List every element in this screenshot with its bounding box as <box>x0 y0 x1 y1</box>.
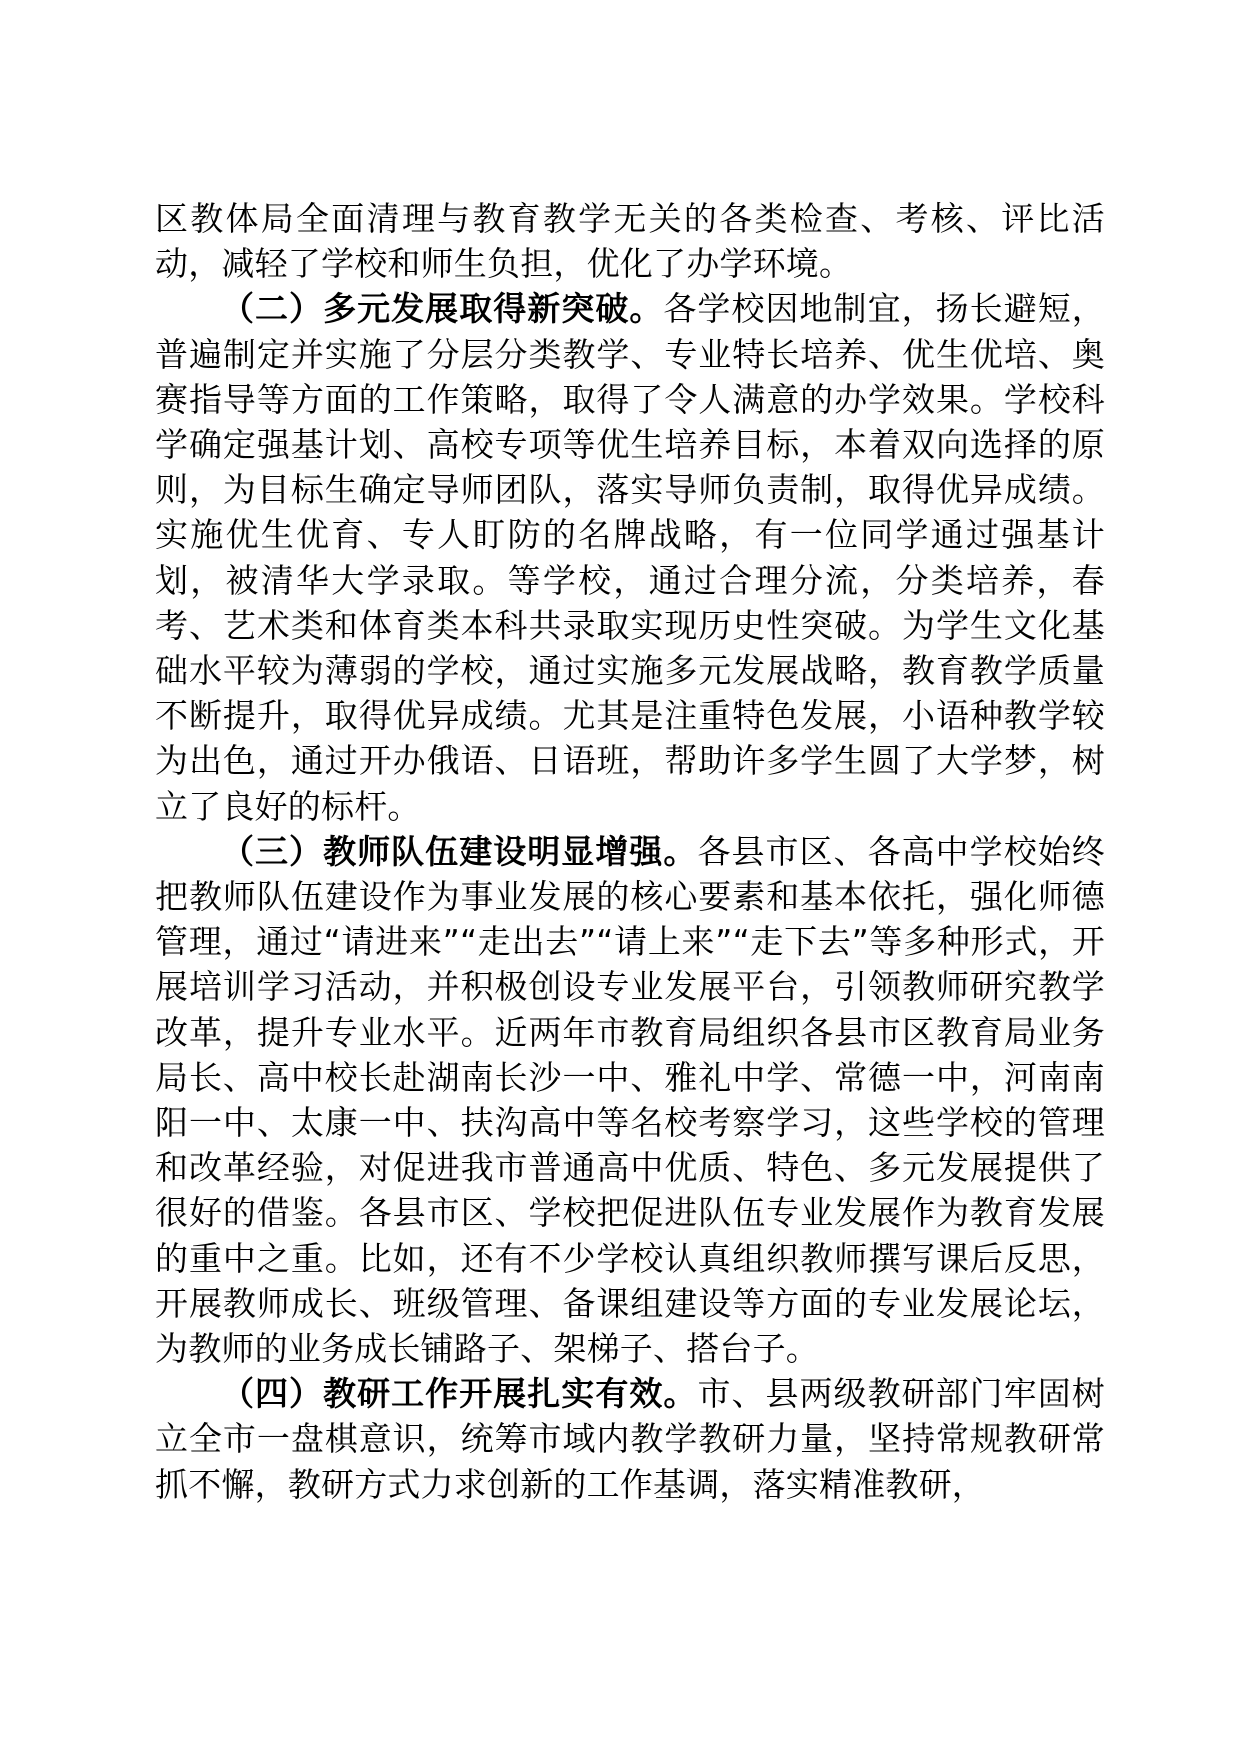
paragraph-body: 市、县两级教研部门牢固树立全市一盘棋意识，统筹市域内教学教研力量，坚持常规教研常抓不懈，教研方式力求创新的工作基调，落实精准教研， <box>155 1374 1105 1504</box>
paragraph-section-4 <box>155 1371 1105 1507</box>
paragraph-body: 各学校因地制宜，扬长避短，普遍制定并实施了分层分类教学、专业特长培养、优生优培、奥赛指导等方面的工作策略，取得了令人满意的办学效果。学校科学确定强基计划、高校专项等优生培养目标，本着双向选择的原则，为目标生确定导师团队，落实导师负责制，取得优异成绩。实施优生优育、专人盯防的名牌战略，有一位同学通过强基计划，被清华大学录取。等学校，通过合理分流，分类培养，春考、艺术类和体育类本科共录取实现历史性突破。为学生文化基础水平较为薄弱的学校，通过实施多元发展战略，教育教学质量不断提升，取得优异成绩。尤其是注重特色发展，小语种教学较为出色，通过开办俄语、日语班，帮助许多学生圆了大学梦，树立了良好的标杆。 <box>155 289 1105 826</box>
section-heading: （二）多元发展取得新突破。 <box>221 289 664 329</box>
section-heading: （四）教研工作开展扎实有效。 <box>221 1374 698 1414</box>
paragraph-section-2 <box>155 286 1105 828</box>
paragraph-body: 区教体局全面清理与教育教学无关的各类检查、考核、评比活动，减轻了学校和师生负担，优化了办学环境。 <box>155 199 1105 284</box>
paragraph-section-3 <box>155 829 1105 1371</box>
document-body <box>155 196 1105 1507</box>
section-heading: （三）教师队伍建设明显增强。 <box>221 831 698 871</box>
paragraph-continuation <box>155 196 1105 286</box>
paragraph-body: 各县市区、各高中学校始终把教师队伍建设作为事业发展的核心要素和基本依托，强化师德管理，通过“请进来”“走出去”“请上来”“走下去”等多种形式，开展培训学习活动，并积极创设专业发展平台，引领教师研究教学改革，提升专业水平。近两年市教育局组织各县市区教育局业务局长、高中校长赴湖南长沙一中、雅礼中学、常德一中，河南南阳一中、太康一中、扶沟高中等名校考察学习，这些学校的管理和改革经验，对促进我市普通高中优质、特色、多元发展提供了很好的借鉴。各县市区、学校把促进队伍专业发展作为教育发展的重中之重。比如，还有不少学校认真组织教师撰写课后反思，开展教师成长、班级管理、备课组建设等方面的专业发展论坛，为教师的业务成长铺路子、架梯子、搭台子。 <box>155 831 1105 1369</box>
